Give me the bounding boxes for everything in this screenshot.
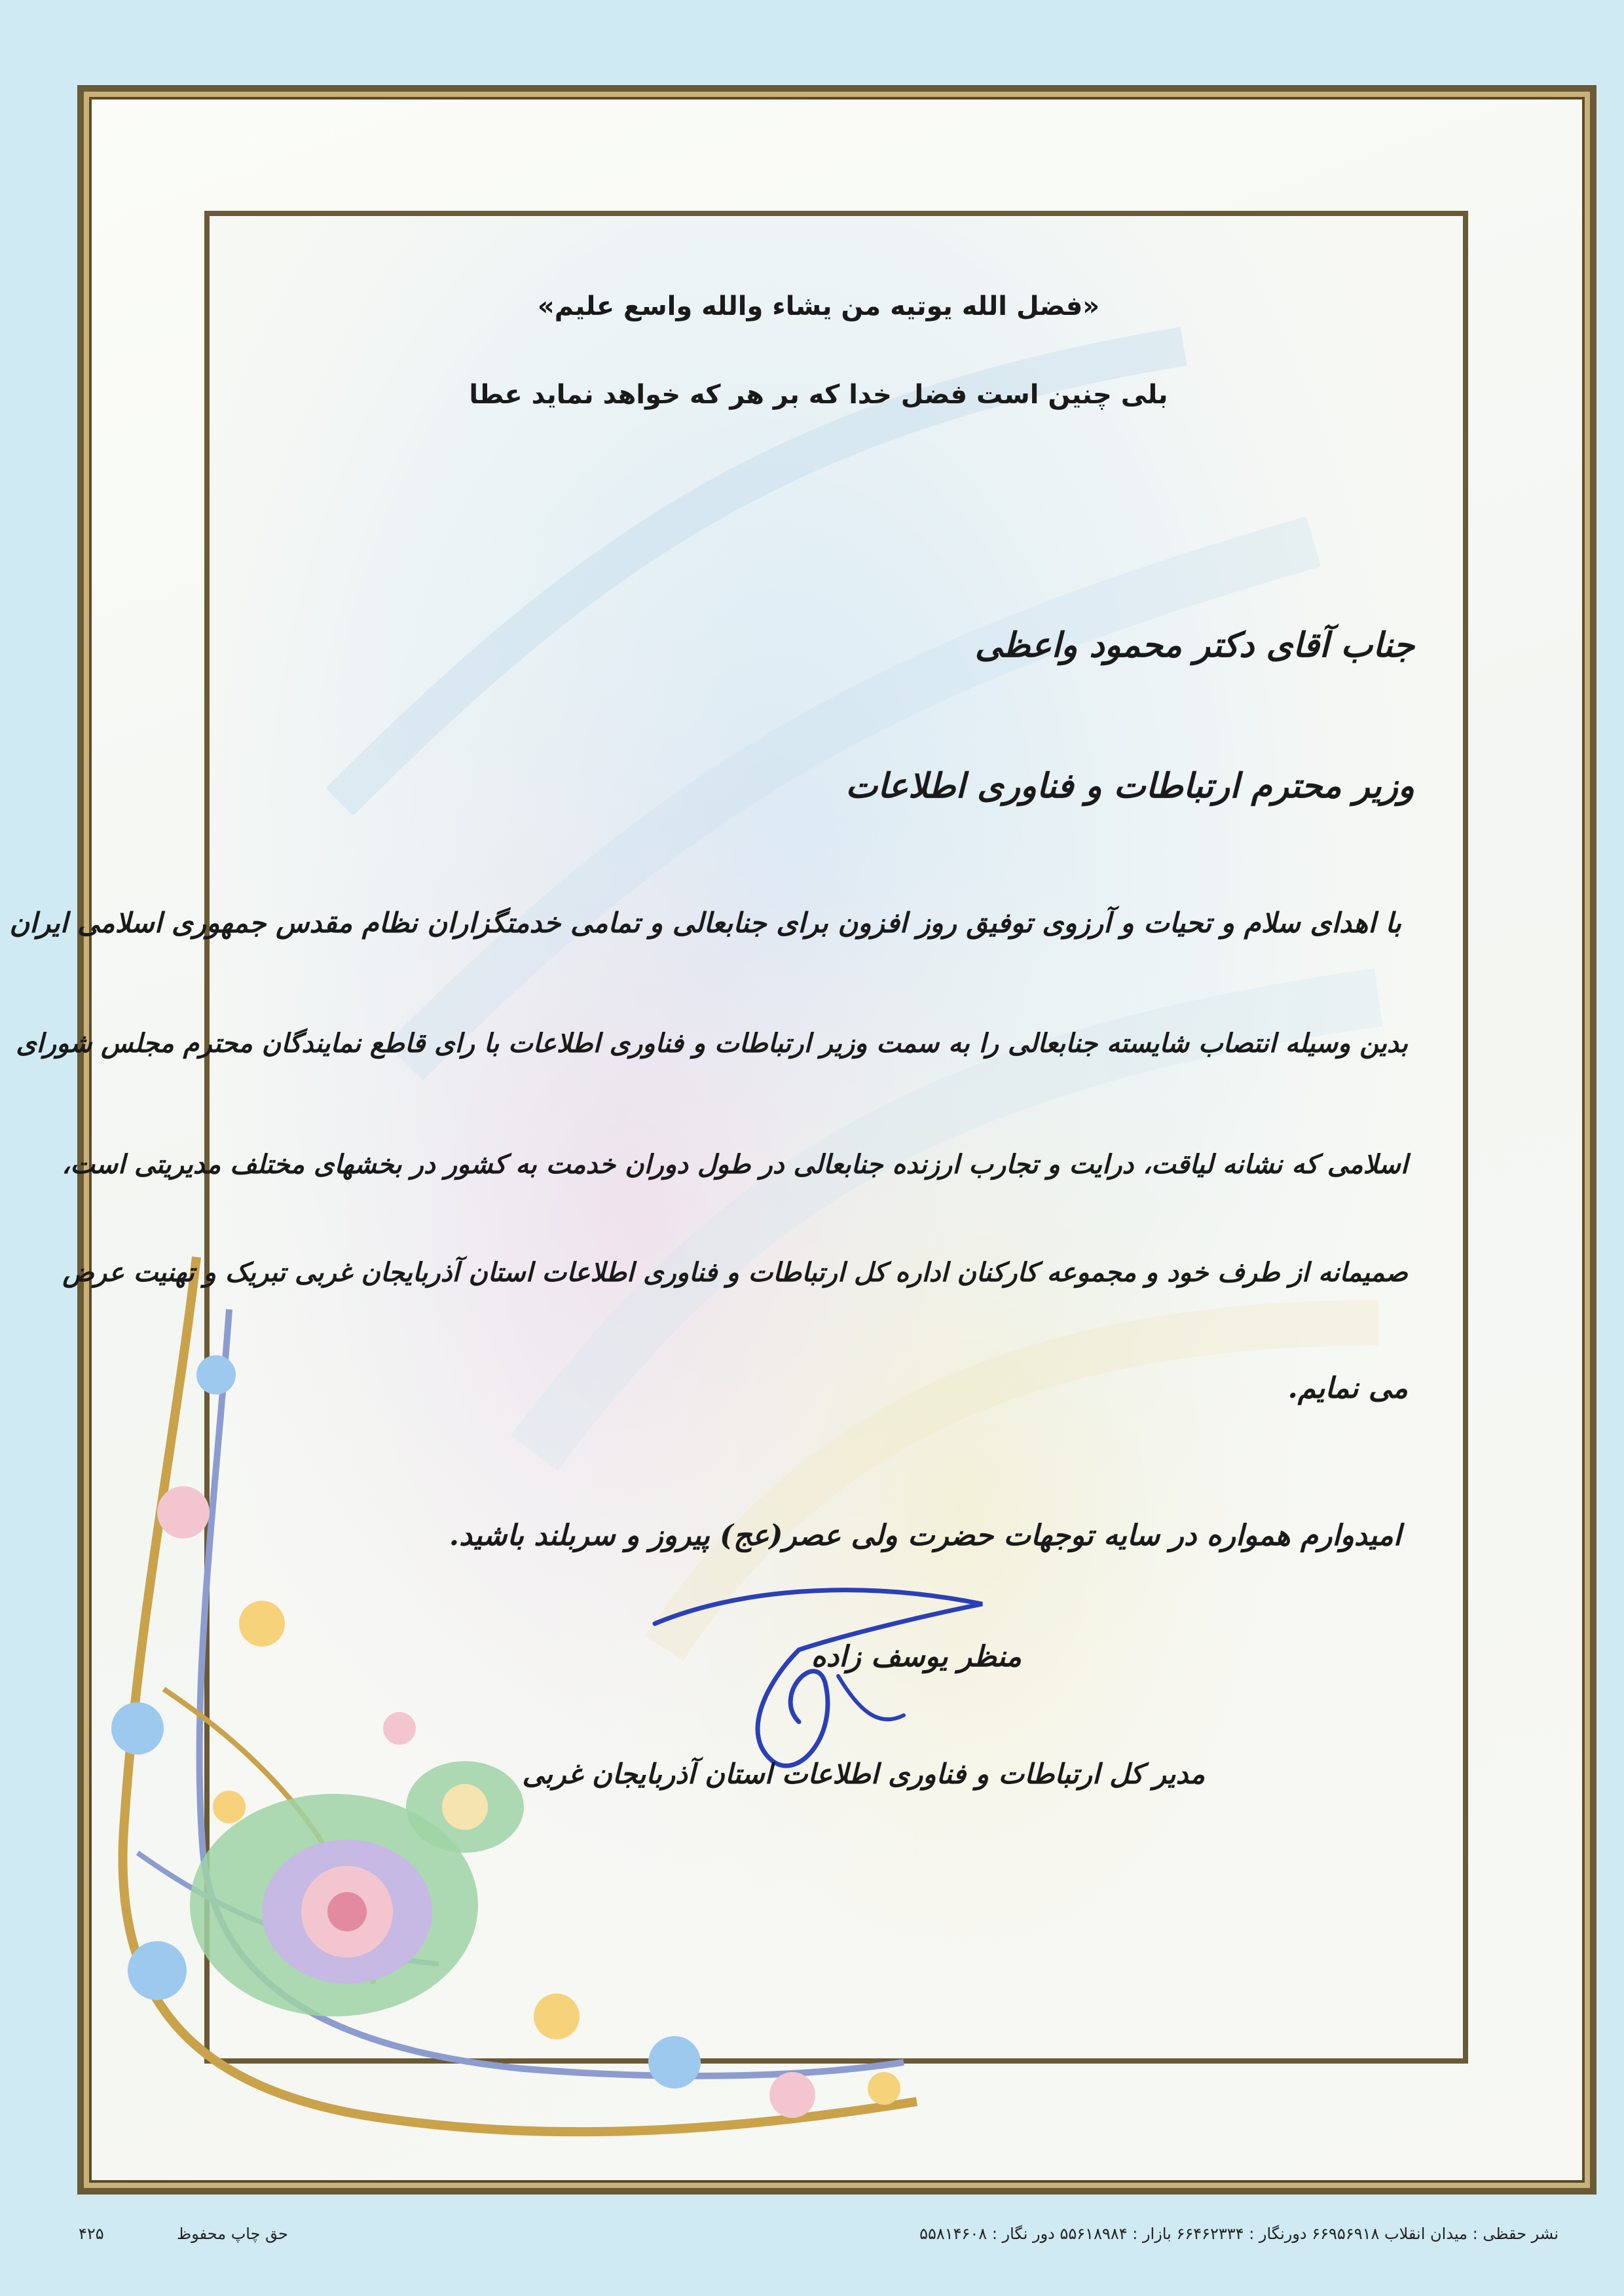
publisher-info: نشر حقظی : میدان انقلاب ۶۶۹۵۶۹۱۸ دورنگار : ۶۶۴۶۲۳۳۴ بازار : ۵۵۶۱۸۹۸۴ دور نگار : ۵۵۸۱۴۶۰۸	[919, 2225, 1559, 2243]
verse-line-2: بلی چنین است فضل خدا که بر هر که خواهد نماید عطا	[469, 380, 1168, 410]
verse-line-1: «فضل الله یوتیه من یشاء والله واسع علیم»	[537, 291, 1100, 321]
copyright-notice: حق چاپ محفوظ	[177, 2225, 288, 2243]
body-line-2: بدین وسیله انتصاب شایسته جنابعالی را به سمت وزیر ارتباطات و فناوری اطلاعات با رای قاطع نمایندگان محترم مجلس شورای	[16, 1028, 1408, 1059]
signer-name: منظر یوسف زاده	[811, 1640, 1022, 1673]
body-line-3: اسلامی که نشانه لیاقت، درایت و تجارب ارزنده جنابعالی در طول دوران خدمت به کشور در بخشهای مختلف مدیریتی است،	[62, 1149, 1408, 1180]
closing-line: امیدوارم همواره در سایه توجهات حضرت ولی عصر(عج) پیروز و سربلند باشید.	[449, 1519, 1401, 1552]
body-line-5: می نمایم.	[1287, 1372, 1408, 1405]
page-code: ۴۲۵	[79, 2225, 104, 2243]
recipient-title: وزیر محترم ارتباطات و فناوری اطلاعات	[845, 766, 1414, 806]
body-line-4: صمیمانه از طرف خود و مجموعه کارکنان اداره کل ارتباطات و فناوری اطلاعات استان آذربایجان غربی تبریک و تهنیت عرض	[62, 1257, 1408, 1288]
body-line-1: با اهدای سلام و تحیات و آرزوی توفیق روز افزون برای جنابعالی و تمامی خدمتگزاران نظام مقدس جمهوری اسلامی ایران	[9, 907, 1401, 939]
recipient-name: جناب آقای دکتر محمود واعظی	[974, 625, 1414, 665]
handwritten-signature	[642, 1565, 1008, 1787]
signer-title: مدیر کل ارتباطات و فناوری اطلاعات استان آذربایجان غربی	[522, 1758, 1205, 1790]
